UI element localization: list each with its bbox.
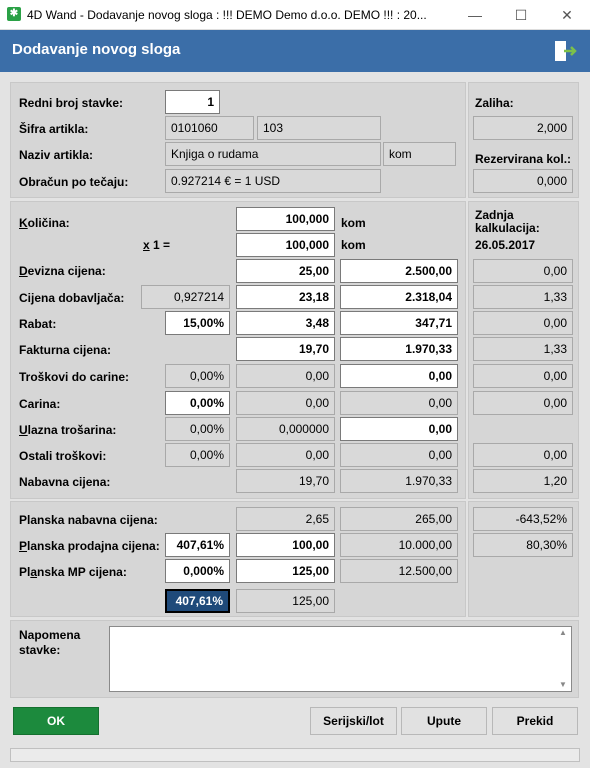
sifra-field-1: 0101060: [165, 116, 254, 140]
planska-prodajna-pct[interactable]: 407,61%: [165, 533, 230, 557]
troskovi-carine-pct: 0,00%: [165, 364, 230, 388]
napomena-textarea[interactable]: [109, 626, 572, 692]
planska-prodajna-v2: 10.000,00: [340, 533, 458, 557]
zadnja-date: 26.05.2017: [475, 238, 536, 252]
scroll-up-icon[interactable]: ▲: [559, 628, 567, 637]
planska-prodajna-v3: 80,30%: [473, 533, 573, 557]
planska-prodajna-label: Planska prodajna cijena:: [19, 539, 160, 553]
zadnja-label-2: kalkulacija:: [475, 221, 540, 235]
devizna-v2[interactable]: 2.500,00: [340, 259, 458, 283]
naziv-field: Knjiga o rudama: [165, 142, 381, 166]
rabat-label: Rabat:: [19, 317, 57, 331]
carina-v3: 0,00: [473, 391, 573, 415]
ostali-troskovi-pct: 0,00%: [165, 443, 230, 467]
troskovi-carine-v3: 0,00: [473, 364, 573, 388]
obracun-field: 0.927214 € = 1 USD: [165, 169, 381, 193]
planska-mp-v2: 12.500,00: [340, 559, 458, 583]
rabat-v2[interactable]: 347,71: [340, 311, 458, 335]
zaliha-label: Zaliha:: [475, 96, 514, 110]
fakturna-v2[interactable]: 1.970,33: [340, 337, 458, 361]
obracun-label: Obračun po tečaju:: [19, 175, 129, 189]
devizna-label: Devizna cijena:: [19, 264, 106, 278]
ulazna-trosarina-v1: 0,000000: [236, 417, 335, 441]
nabavna-label: Nabavna cijena:: [19, 475, 111, 489]
nabavna-v2: 1.970,33: [340, 469, 458, 493]
ostali-troskovi-label: Ostali troškovi:: [19, 449, 107, 463]
nabavna-v3: 1,20: [473, 469, 573, 493]
maximize-button[interactable]: ☐: [514, 7, 528, 23]
zadnja-label-1: Zadnja: [475, 208, 514, 222]
window-title: 4D Wand - Dodavanje novog sloga : !!! DEMO Demo d.o.o. DEMO !!! : 20...: [27, 8, 427, 22]
fakturna-v3: 1,33: [473, 337, 573, 361]
margin-value-field: 125,00: [236, 589, 335, 613]
carina-v2: 0,00: [340, 391, 458, 415]
devizna-v3: 0,00: [473, 259, 573, 283]
margin-pct-selected-field[interactable]: 407,61%: [165, 589, 230, 613]
serijski-lot-button[interactable]: Serijski/lot: [310, 707, 397, 735]
carina-pct[interactable]: 0,00%: [165, 391, 230, 415]
planska-nabavna-v3: -643,52%: [473, 507, 573, 531]
devizna-v1[interactable]: 25,00: [236, 259, 335, 283]
planska-nabavna-v2: 265,00: [340, 507, 458, 531]
naziv-unit-field: kom: [383, 142, 456, 166]
planska-nabavna-label: Planska nabavna cijena:: [19, 513, 158, 527]
carina-label: Carina:: [19, 397, 61, 411]
kolicina-label: Količina:: [19, 216, 70, 230]
planska-prodajna-v1[interactable]: 100,00: [236, 533, 335, 557]
rabat-pct[interactable]: 15,00%: [165, 311, 230, 335]
cijena-dobavljaca-v3: 1,33: [473, 285, 573, 309]
app-icon: ✱: [7, 7, 21, 21]
exit-icon[interactable]: [552, 38, 578, 64]
planska-mp-label: Planska MP cijena:: [19, 565, 127, 579]
rezervirana-field: 0,000: [473, 169, 573, 193]
kolicina-unit: kom: [341, 216, 366, 230]
sifra-label: Šifra artikla:: [19, 122, 89, 136]
kolicina-field[interactable]: 100,000: [236, 207, 335, 231]
troskovi-carine-v1: 0,00: [236, 364, 335, 388]
troskovi-carine-v2[interactable]: 0,00: [340, 364, 458, 388]
ostali-troskovi-v3: 0,00: [473, 443, 573, 467]
fakturna-v1[interactable]: 19,70: [236, 337, 335, 361]
rabat-v1[interactable]: 3,48: [236, 311, 335, 335]
nabavna-v1: 19,70: [236, 469, 335, 493]
redni-broj-label: Redni broj stavke:: [19, 96, 124, 110]
ok-button[interactable]: OK: [13, 707, 99, 735]
napomena-label-2: stavke:: [19, 643, 61, 657]
cijena-dobavljaca-pct: 0,927214: [141, 285, 230, 309]
ulazna-trosarina-label: Ulazna trošarina:: [19, 423, 117, 437]
cijena-dobavljaca-label: Cijena dobavljača:: [19, 291, 125, 305]
upute-button[interactable]: Upute: [401, 707, 487, 735]
x1-field[interactable]: 100,000: [236, 233, 335, 257]
close-button[interactable]: ✕: [561, 7, 573, 23]
ostali-troskovi-v1: 0,00: [236, 443, 335, 467]
zaliha-field: 2,000: [473, 116, 573, 140]
planska-mp-pct[interactable]: 0,000%: [165, 559, 230, 583]
ulazna-trosarina-pct: 0,00%: [165, 417, 230, 441]
x1-label: x 1 =: [143, 238, 171, 252]
rezervirana-label: Rezervirana kol.:: [475, 152, 572, 166]
minimize-button[interactable]: —: [468, 7, 482, 23]
sifra-field-2: 103: [257, 116, 381, 140]
window-titlebar: [0, 0, 590, 30]
planska-mp-v1[interactable]: 125,00: [236, 559, 335, 583]
ulazna-trosarina-v2[interactable]: 0,00: [340, 417, 458, 441]
ostali-troskovi-v2: 0,00: [340, 443, 458, 467]
troskovi-carine-label: Troškovi do carine:: [19, 370, 130, 384]
prekid-button[interactable]: Prekid: [492, 707, 578, 735]
dialog-header: [0, 30, 590, 72]
redni-broj-field[interactable]: 1: [165, 90, 220, 114]
rabat-v3: 0,00: [473, 311, 573, 335]
fakturna-label: Fakturna cijena:: [19, 343, 112, 357]
napomena-label-1: Napomena: [19, 628, 81, 642]
planska-nabavna-v1: 2,65: [236, 507, 335, 531]
carina-v1: 0,00: [236, 391, 335, 415]
scroll-down-icon[interactable]: ▼: [559, 680, 567, 689]
cijena-dobavljaca-v1[interactable]: 23,18: [236, 285, 335, 309]
naziv-label: Naziv artikla:: [19, 148, 94, 162]
x1-unit: kom: [341, 238, 366, 252]
status-bar: [10, 748, 580, 762]
cijena-dobavljaca-v2[interactable]: 2.318,04: [340, 285, 458, 309]
dialog-title: Dodavanje novog sloga: [12, 41, 181, 58]
